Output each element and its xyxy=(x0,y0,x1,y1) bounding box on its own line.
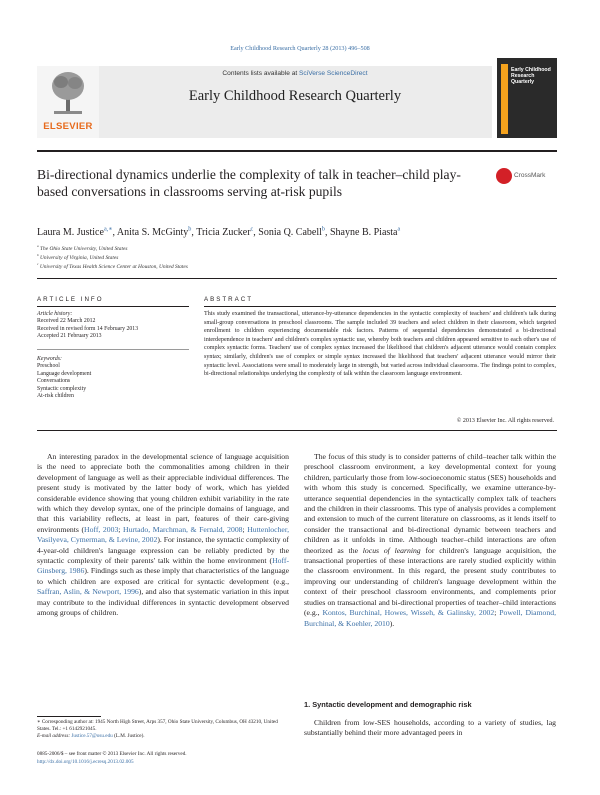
section-1-heading: 1. Syntactic development and demographic risk xyxy=(304,700,472,709)
intro-paragraph-left xyxy=(37,452,289,619)
author-affiliation-marker[interactable]: a,∗ xyxy=(103,225,113,233)
keyword: Syntactic complexity xyxy=(37,385,87,392)
publisher-name: ELSEVIER xyxy=(43,121,93,132)
abstract-bottom-rule xyxy=(37,430,557,431)
body-text-run: An interesting paradox in the developmental science of language acquisition is the need to appreciate both the commonalities among children in their development of language as well as their appreciable individual differences. The present study is motivated by the latter body of work, which has yielded considerable evidence showing that young children exhibit variability in the rate with which they develop syntax, one of the principle domains of language, and that this variability reflects, at least in part, features of their care-giving environments ( xyxy=(37,452,289,534)
body-text-run: ; xyxy=(242,524,248,534)
email-label: E-mail address: xyxy=(37,733,72,739)
author-name: Tricia Zucker xyxy=(196,227,251,238)
intro-paragraph-right xyxy=(304,452,556,629)
keyword: At-risk children xyxy=(37,393,74,400)
keyword: Preschool xyxy=(37,363,60,370)
body-text-run: ), and also that systematic variation in this input may contribute to the individual differences in syntactic development observed among groups of children. xyxy=(37,587,289,618)
author-name: Shayne B. Piasta xyxy=(330,227,398,238)
received-date: Received 22 March 2012 xyxy=(37,318,96,325)
history-divider xyxy=(37,349,189,350)
corresponding-author-note: ∗ Corresponding author at: 1945 North High Street, Arps 357, Ohio State University, Columbus, OH 43210, United States. Tel.: +1 6142921045. xyxy=(37,719,278,732)
abstract-heading: ABSTRACT xyxy=(204,296,254,303)
author-affiliation-marker[interactable]: b xyxy=(188,225,192,233)
journal-title[interactable]: Early Childhood Research Quarterly xyxy=(188,88,402,104)
crossmark-label[interactable]: CrossMark xyxy=(514,172,546,179)
doi-link[interactable] xyxy=(37,759,289,766)
elsevier-tree-icon xyxy=(50,70,86,116)
crossmark-icon[interactable] xyxy=(496,168,512,184)
revised-date: Received in revised form 14 February 2013 xyxy=(37,325,139,332)
affiliation-c: $^c$ University of Texas Health Science Center at Houston, United States xyxy=(37,262,188,270)
author-name: Anita S. McGinty xyxy=(116,227,189,238)
section-1-text: Children from low-SES households, according to a variety of studies, lag substantially behind their more advantaged peers in xyxy=(304,718,556,738)
article-title: Bi-directional dynamics underlie the complexity of talk in teacher–child play-based conversations in classrooms serving at-risk pupils xyxy=(37,167,461,199)
article-history xyxy=(37,311,192,341)
affiliation-a: $^a$ The Ohio State University, United States xyxy=(37,244,128,252)
abstract-text: This study examined the transactional, utterance-by-utterance dependencies in the syntactic complexity of teachers' and children's talk during small-group conversations in preschool classrooms. The sample included 39 teachers and select children in their classroom, which targeted enrollment to children experiencing documentable risk factors. Patterns of sequential dependencies demonstrated a bi-directional interdependence in teachers' and children's complex syntactic use, whereby both teachers and children appeared sensitive to each other's use of complex syntactic forms. Teachers' use of complex syntax increased the likelihood that children's adjacent utterance would contain complex syntax; similarly, children's use of complex or simple syntax increased the likelihood that teachers' adjacent utterance would mirror their syntactic level. Associations were small to moderately large in strength, but varied across individual classrooms. The findings point to complex, bi-directional relationships underlying the complexity of talk within the classroom language environment. xyxy=(204,311,556,378)
abstract-copyright: © 2013 Elsevier Inc. All rights reserved. xyxy=(456,418,554,424)
body-text-run: ). xyxy=(389,618,395,628)
author-name: Sonia Q. Cabell xyxy=(258,227,322,238)
accepted-date: Accepted 21 February 2013 xyxy=(37,333,102,340)
author-name: Laura M. Justice xyxy=(37,227,104,238)
footnote-rule xyxy=(37,716,101,717)
body-text-run: ). For instance, the syntactic complexity of 4-year-old children's language expression can be reliably predicted by the syntactic complexity of their parents' talk within the home environment ( xyxy=(37,535,289,566)
top-rule xyxy=(37,278,557,279)
email-link[interactable]: Justice.57@osu.edu xyxy=(71,733,113,739)
keyword: Language development xyxy=(37,370,92,377)
article-info-rule xyxy=(37,306,189,307)
keywords xyxy=(37,356,192,400)
journal-reference[interactable]: Early Childhood Research Quarterly 28 (2013) 496–508 xyxy=(230,45,370,52)
keyword: Conversations xyxy=(37,378,71,385)
body-text-run: ; xyxy=(494,608,500,618)
email-suffix: (L.M. Justice). xyxy=(112,733,145,739)
abstract-rule xyxy=(204,306,556,307)
issn-line: 0885-2006/$ – see front matter © 2013 Elsevier Inc. All rights reserved. xyxy=(37,751,187,757)
citation-link[interactable]: Powell, Diamond, Burchinal, & Koehler, 2010 xyxy=(304,608,556,628)
email-note xyxy=(37,733,289,740)
sciencedirect-link[interactable]: SciVerse ScienceDirect xyxy=(299,70,368,77)
affiliation-b: $^b$ University of Virginia, United States xyxy=(37,253,119,261)
cover-stripe xyxy=(501,64,508,134)
cover-title: Early Childhood Research Quarterly xyxy=(511,67,551,86)
author-affiliation-marker[interactable]: a xyxy=(397,225,401,233)
body-text-run: ). Findings such as these imply that characteristics of the language to which children are exposed are critical for syntactic development (e.g., xyxy=(37,566,289,586)
body-text-run: for children's language acquisition, the transactional properties of these interactions are rarely studied explicitly within the classroom environment. In this regard, the present study contributes to improving our understanding of children's language development within the context of their preschool classroom environments, and complements prior studies on transactional and bi-directional properties of teacher–child interactions (e.g., xyxy=(304,545,556,618)
citation-link[interactable]: Hoff, 2003 xyxy=(84,524,119,534)
doi-url[interactable]: http://dx.doi.org/10.1016/j.ecresq.2013.02.005 xyxy=(37,759,134,765)
article-info-heading: ARTICLE INFO xyxy=(37,296,104,303)
body-text-run: The focus of this study is to consider patterns of child–teacher talk within the preschool classroom environment, a key developmental context for young children, particularly those from low-socioeconomic status (SES) households and with whom this study is concerned. Specifically, we examine utterance-by-utterance sequential dependencies in the syntactically complex talk of teachers and the children in their classrooms. This type of analysis provides a complement and extension to much of the current literature on classrooms, as it lends itself to consider the transactional and bi-directional dynamic between teachers and children as it unfolds in time. Although teacher–child interactions are often theorized as the xyxy=(304,452,556,555)
author-affiliation-marker[interactable]: b xyxy=(321,225,325,233)
contents-line xyxy=(100,70,490,77)
keywords-label: Keywords: xyxy=(37,356,62,362)
header-rule xyxy=(37,150,557,152)
contents-prefix: Contents lists available at xyxy=(222,70,300,77)
article-history-label: Article history: xyxy=(37,311,73,317)
citation-link[interactable]: Hoff-Ginsberg, 1986 xyxy=(37,556,289,576)
citation-link[interactable]: Kontos, Burchinal, Howes, Wisseh, & Galinsky, 2002 xyxy=(322,608,495,618)
body-text-run: locus of learning xyxy=(362,545,421,555)
citation-link[interactable]: Saffran, Aslin, & Newport, 1996 xyxy=(37,587,139,597)
author-list: Laura M. Justice$^{a,∗}$, Anita S. McGinty$^b$, Tricia Zucker$^c$, Sonia Q. Cabell$^b$, Shayne B. Piasta$^a$ xyxy=(37,225,401,238)
citation-link[interactable]: Huttenlocher, Vasilyeva, Cymerman, & Levine, 2002 xyxy=(37,524,289,545)
author-affiliation-marker[interactable]: c xyxy=(250,225,254,233)
citation-link[interactable]: Hurtado, Marchman, & Fernald, 2008 xyxy=(123,524,243,534)
body-text-run: ; xyxy=(118,524,124,534)
